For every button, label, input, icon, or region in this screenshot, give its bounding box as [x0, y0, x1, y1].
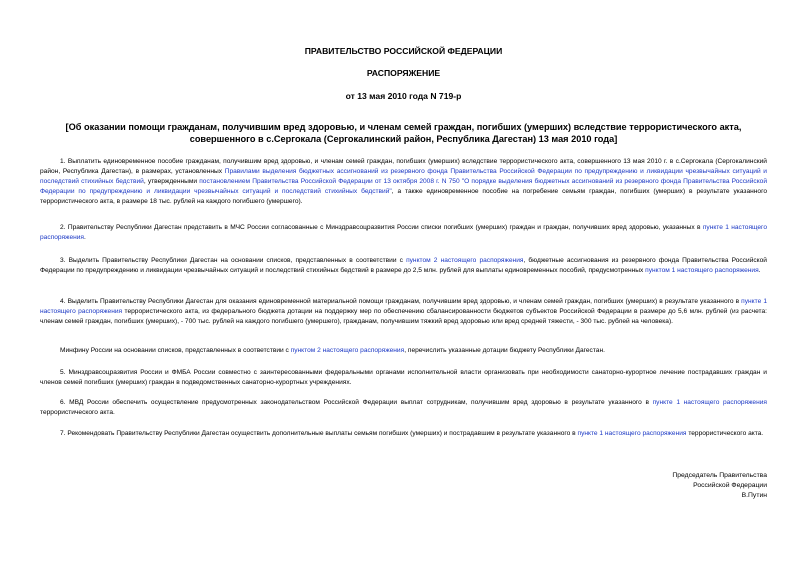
document-title: [Об оказании помощи гражданам, получившим вред здоровью, и членам семей граждан, погибших (умерших) вследствие террористического акта, совершенного в с.Сергокала (Сергокалинский район, Республика Дагестан) 13 мая 2010 года]	[65, 122, 742, 144]
doc-type-heading: РАСПОРЯЖЕНИЕ	[366, 68, 441, 78]
paragraph-6	[40, 398, 767, 418]
p7-text-a: 7. Рекомендовать Правительству Республики Дагестан осуществить дополнительные выплаты семьям погибших (умерших) и пострадавшим в результате указанного в	[60, 430, 578, 437]
p7-text-b: террористического акта.	[686, 430, 764, 437]
date-number-heading: от 13 мая 2010 года N 719-р	[345, 91, 462, 101]
org-heading: ПРАВИТЕЛЬСТВО РОССИЙСКОЙ ФЕДЕРАЦИИ	[304, 46, 503, 56]
p3-text-a: 3. Выделить Правительству Республики Дагестан на основании списков, представленных в соответствии с	[60, 257, 407, 264]
signature-line-2: Российской Федерации	[693, 482, 767, 489]
paragraph-1	[40, 157, 767, 207]
p5-text-a: 5. Минздравсоцразвития России и ФМБА России совместно с заинтересованными федеральными органами исполнительной власти организовать при необходимости санаторно-курортное лечение пострадавших граждан и членов семей погибших (умерших) граждан в подведомственных санаторно-курортных учреждениях.	[40, 369, 767, 386]
paragraph-3	[40, 256, 767, 276]
signature-line-1: Председатель Правительства	[672, 472, 767, 479]
link-point-1[interactable]: пункте 1 настоящего распоряжения	[577, 430, 687, 437]
p3-text-c: .	[758, 267, 761, 274]
paragraph-7	[40, 429, 767, 439]
link-point-1[interactable]: пункте 1 настоящего распоряжения	[652, 399, 767, 406]
link-point-2[interactable]: пунктом 2 настоящего распоряжения	[290, 347, 405, 354]
p6-text-a: 6. МВД России обеспечить осуществление предусмотренных законодательством Российской Федерации выплат сотрудникам, получившим вред здоровью в результате указанного в	[60, 399, 653, 406]
p4b-text-b: , перечислить указанные дотации бюджету Республики Дагестан.	[404, 347, 605, 354]
signature-block	[517, 471, 767, 501]
p4-text-a: 4. Выделить Правительству Республики Дагестан для оказания единовременной материальной помощи гражданам, получившим вред здоровью, и членам семей граждан, погибших (умерших) в результате указанного в	[60, 298, 742, 305]
paragraph-4	[40, 297, 767, 327]
paragraph-5	[40, 368, 767, 388]
link-point-1[interactable]: пункте 1 настоящего распоряжения	[40, 224, 767, 241]
signature-line-3: В.Путин	[741, 492, 767, 499]
link-point-1[interactable]: пункте 1 настоящего распоряжения	[40, 298, 767, 315]
link-point-2[interactable]: пунктом 2 настоящего распоряжения	[406, 257, 524, 264]
p2-text-a: 2. Правительству Республики Дагестан представить в МЧС России согласованные с Минздравсоцразвития России списки погибших (умерших) граждан и граждан, получивших вред здоровью, указанных в	[60, 224, 703, 231]
link-decree-750[interactable]: постановлением Правительства Российской Федерации от 13 октября 2008 г. N 750 "О порядке выделения бюджетных ассигнований из резервного фонда Правительства Российской Федерации по предупреждению и ликвидации чрезвычайных ситуаций и последствий стихийных бедствий"	[40, 178, 767, 195]
paragraph-4b	[40, 346, 767, 356]
p3-text-b: , бюджетные ассигнования из резервного фонда Правительства Российской Федерации по предупреждению и ликвидации чрезвычайных ситуаций и последствий стихийных бедствий в размере до 2,5 млн. рублей для выплаты единовременных пособий, предусмотренных	[40, 257, 767, 274]
link-rules[interactable]: Правилами выделения бюджетных ассигнований из резервного фонда Правительства Российской Федерации по предупреждению и ликвидации чрезвычайных ситуаций и последствий стихийных бедствий	[40, 168, 767, 185]
p2-text-b: .	[84, 234, 86, 241]
p1-text-b: , утвержденными	[143, 178, 200, 185]
p1-text-c: , а также единовременное пособие на погребение семьям граждан, погибших (умерших) в результате указанного террористического акта, в размере 18 тыс. рублей на каждого погибшего (умершего).	[40, 188, 767, 205]
p4b-text-a: Минфину России на основании списков, представленных в соответствии с	[60, 347, 291, 354]
paragraph-2	[40, 223, 767, 243]
p1-text-a: 1. Выплатить единовременное пособие гражданам, получившим вред здоровью, и членам семей граждан, погибших (умерших) вследствие террористического акта, совершенного 13 мая 2010 г. в с.Сергокала (Сергокалинский район, Республика Дагестан), в размерах, установленных	[40, 158, 767, 175]
link-point-1[interactable]: пунктом 1 настоящего распоряжения	[645, 267, 759, 274]
p4-text-b: террористического акта, из федерального бюджета дотации на поддержку мер по обеспечению сбалансированности бюджетов субъектов Российской Федерации в размере до 5,6 млн. рублей (из расчета: членам семей граждан, погибших (умерших), - 700 тыс. рублей на каждого погибшего (умершего), гражданам, получившим тяжкий вред здоровью или вред средней тяжести, - 300 тыс. рублей на человека).	[40, 308, 767, 325]
p6-text-b: террористического акта.	[40, 409, 115, 416]
